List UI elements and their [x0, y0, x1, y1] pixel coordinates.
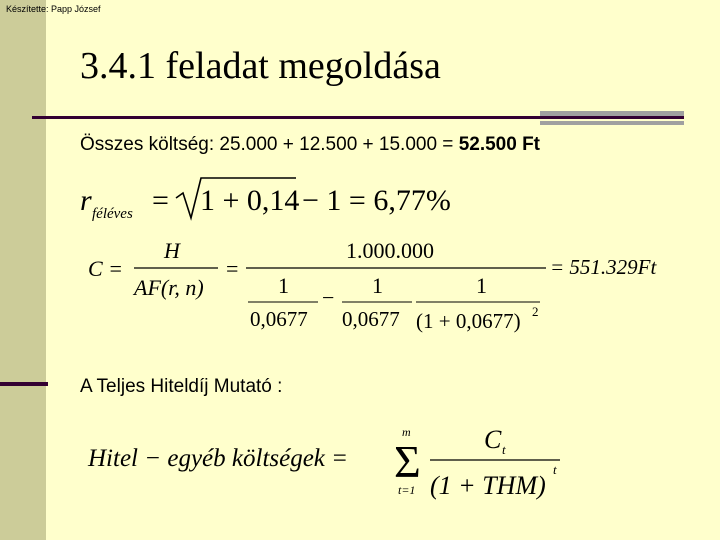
author-credit: Készítette: Papp József: [6, 4, 101, 14]
rate-subscript: féléves: [92, 206, 133, 222]
d2-den: 0,0677: [342, 307, 400, 331]
annuity-eq: =: [226, 256, 239, 281]
annuity-frac1-num: H: [164, 238, 180, 263]
d-minus: −: [322, 285, 335, 310]
d3-exponent: 2: [532, 304, 539, 319]
d3-den: (1 + 0,0677): [416, 309, 521, 333]
thm-denominator-exp: t: [553, 462, 557, 477]
sum-lower-limit: t=1: [398, 483, 416, 497]
slide-title: 3.4.1 feladat megoldása: [80, 45, 441, 87]
rate-result: − 1 = 6,77%: [302, 184, 451, 217]
thm-numerator-sub: t: [502, 442, 506, 457]
sum-upper-limit: m: [402, 425, 411, 439]
d2-num: 1: [372, 273, 383, 298]
annuity-lhs: C =: [88, 256, 124, 281]
d1-den: 0,0677: [250, 307, 308, 331]
rate-equals: =: [152, 184, 169, 217]
thm-lhs: Hitel − egyéb költségek =: [88, 445, 349, 472]
total-cost-value: 52.500 Ft: [458, 134, 541, 155]
total-cost-label: Összes költség: 25.000 + 12.500 + 15.000 =: [80, 134, 459, 155]
sigma-symbol: Σ: [394, 436, 421, 487]
d3-num: 1: [476, 273, 487, 298]
annuity-frac1-den: AF(r, n): [134, 275, 204, 300]
thm-numerator: C: [484, 425, 502, 454]
annuity-result: = 551.329Ft: [550, 255, 657, 279]
d1-num: 1: [278, 273, 289, 298]
thm-denominator: (1 + THM): [430, 471, 546, 500]
radicand: 1 + 0,14: [200, 184, 300, 217]
thm-label: A Teljes Hiteldíj Mutató :: [80, 376, 283, 397]
rate-variable: r: [80, 184, 92, 217]
annuity-frac2-num: 1.000.000: [346, 238, 434, 263]
